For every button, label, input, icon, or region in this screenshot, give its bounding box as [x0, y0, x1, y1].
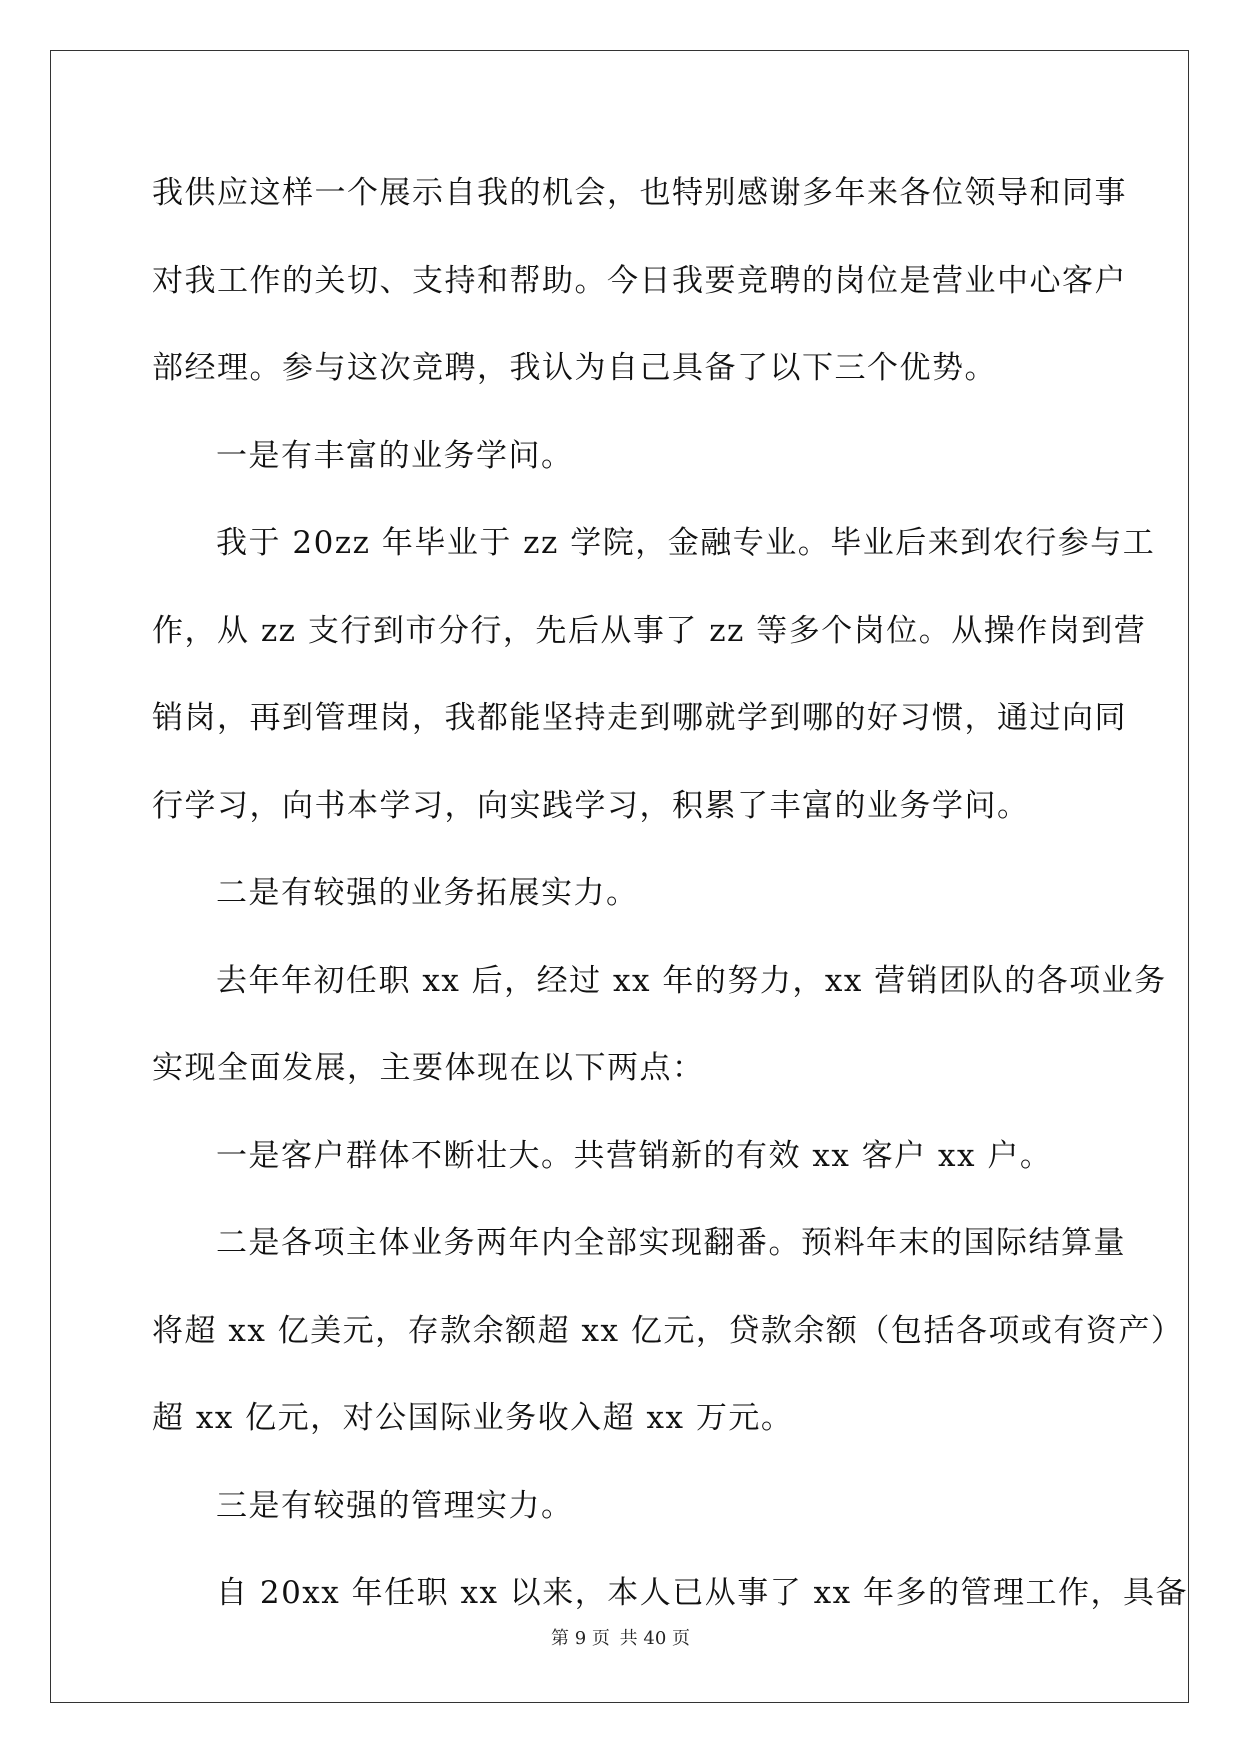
text-line: 将超 xx 亿美元，存款余额超 xx 亿元，贷款余额（包括各项或有资产） — [152, 1312, 1184, 1349]
section-heading-3: 三是有较强的管理实力。 — [216, 1487, 574, 1524]
text-line: 我于 20zz 年毕业于 zz 学院，金融专业。毕业后来到农行参与工 — [216, 525, 1156, 561]
text-line: 对我工作的关切、支持和帮助。今日我要竞聘的岗位是营业中心客户 — [152, 262, 1127, 299]
text-line: 实现全面发展，主要体现在以下两点： — [152, 1050, 705, 1086]
text-line: 一是客户群体不断壮大。共营销新的有效 xx 客户 xx 户。 — [216, 1137, 1053, 1174]
text-line: 作，从 zz 支行到市分行，先后从事了 zz 等多个岗位。从操作岗到营 — [152, 612, 1147, 649]
page-footer — [0, 1624, 1241, 1650]
document-body — [152, 158, 1188, 1646]
text-line: 销岗，再到管理岗，我都能坚持走到哪就学到哪的好习惯，通过向同 — [152, 700, 1127, 736]
page-number: 第 9 页 — [551, 1628, 610, 1649]
section-heading-1: 一是有丰富的业务学问。 — [216, 437, 574, 474]
text-line: 部经理。参与这次竞聘，我认为自己具备了以下三个优势。 — [152, 350, 997, 386]
text-line: 去年年初任职 xx 后，经过 xx 年的努力，xx 营销团队的各项业务 — [216, 962, 1167, 999]
page-total: 共 40 页 — [619, 1628, 690, 1649]
text-line: 超 xx 亿元，对公国际业务收入超 xx 万元。 — [152, 1400, 794, 1436]
text-line: 我供应这样一个展示自我的机会，也特别感谢多年来各位领导和同事 — [152, 175, 1127, 211]
section-heading-2: 二是有较强的业务拓展实力。 — [216, 875, 639, 911]
text-line: 行学习，向书本学习，向实践学习，积累了丰富的业务学问。 — [152, 787, 1030, 824]
text-line: 自 20xx 年任职 xx 以来，本人已从事了 xx 年多的管理工作，具备 — [216, 1575, 1188, 1611]
text-line: 二是各项主体业务两年内全部实现翻番。预料年末的国际结算量 — [216, 1225, 1126, 1261]
